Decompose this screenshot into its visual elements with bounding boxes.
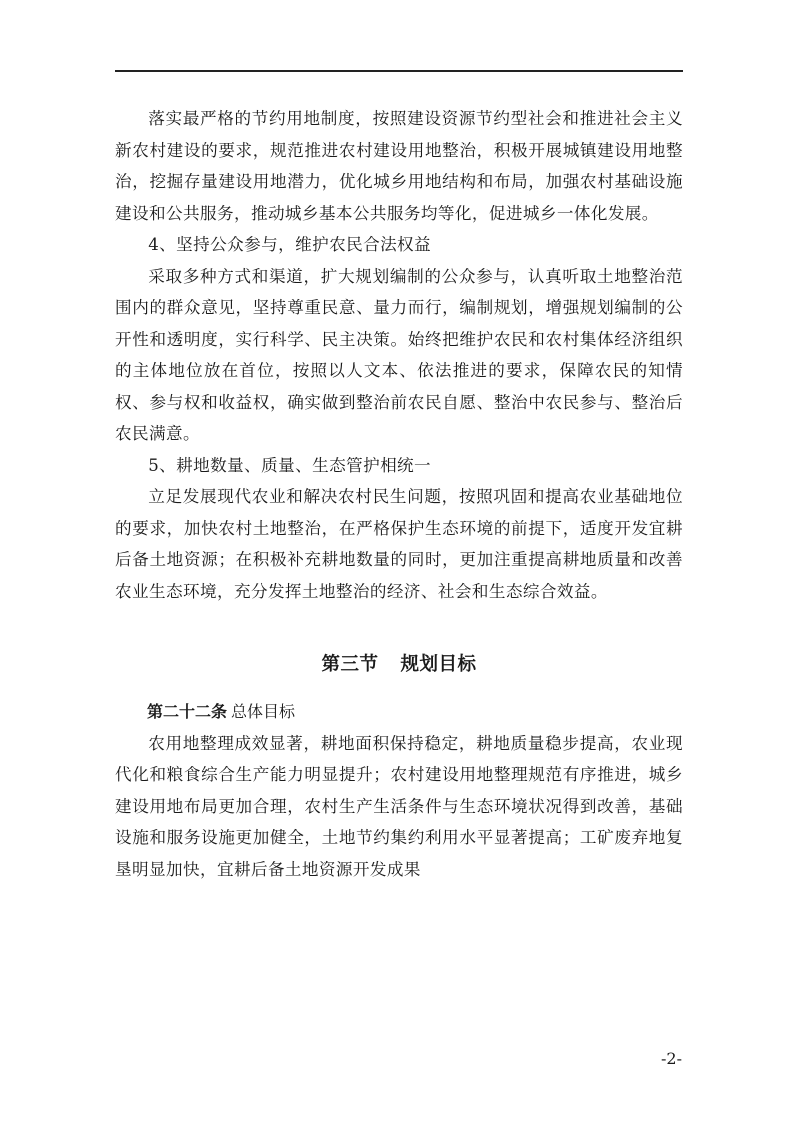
paragraph: 采取多种方式和渠道，扩大规划编制的公众参与，认真听取土地整治范围内的群众意见，坚持尊重民意、量力而行，编制规划，增强规划编制的公开性和透明度，实行科学、民主决策。始终把维护农民和农村集体经济组织的主体地位放在首位，按照以人文本、依法推进的要求，保障农民的知情权、参与权和收益权，确实做到整治前农民自愿、整治中农民参与、整治后农民满意。 [115,266,683,443]
section-title: 规划目标 [400,654,477,675]
article-body: 农用地整理成效显著，耕地面积保持稳定，耕地质量稳步提高，农业现代化和粮食综合生产能力明显提升；农村建设用地整理规范有序推进，城乡建设用地布局更加合理，农村生产生活条件与生态环境状况得到改善，基础设施和服务设施更加健全，土地节约集约利用水平显著提高；工矿废弃地复垦明显加快，宜耕后备土地资源开发成果 [115,733,683,879]
principle-subheading: 5、耕地数量、质量、生态管护相统一 [148,455,432,475]
article-heading [115,696,683,728]
page-number: -2- [661,1049,682,1068]
header-rule [115,70,683,72]
section-number: 第三节 [321,654,379,675]
paragraph: 落实最严格的节约用地制度，按照建设资源节约型社会和推进社会主义新农村建设的要求，规范推进农村建设用地整治，积极开展城镇建设用地整治，挖掘存量建设用地潜力，优化城乡用地结构和布局，加强农村基础设施建设和公共服务，推动城乡基本公共服务均等化，促进城乡一体化发展。 [115,109,683,223]
article-number: 第二十二条 [147,702,228,721]
paragraph: 立足发展现代农业和解决农村民生问题，按照巩固和提高农业基础地位的要求，加快农村土地整治，在严格保护生态环境的前提下，适度开发宜耕后备土地资源；在积极补充耕地数量的同时，更加注重提高耕地质量和改善农业生态环境，充分发挥土地整治的经济、社会和生态综合效益。 [115,487,683,601]
section-heading [115,650,683,680]
article-title: 总体目标 [231,702,296,721]
page-content [115,103,683,885]
principle-subheading: 4、坚持公众参与，维护农民合法权益 [148,235,432,254]
